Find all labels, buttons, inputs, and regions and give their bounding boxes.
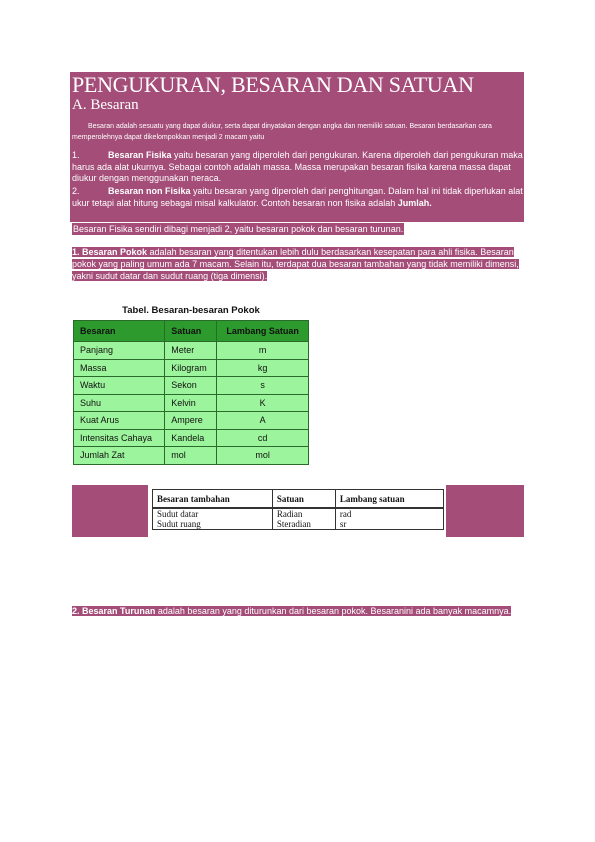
table-row: [74, 342, 309, 360]
table-cell: A: [217, 412, 309, 430]
table-cell: Waktu: [74, 377, 165, 395]
term-jumlah: Jumlah.: [397, 197, 432, 208]
table-cell: Suhu: [74, 394, 165, 412]
column-header-satuan: Satuan: [272, 490, 335, 509]
list-item-besaran-non-fisika: [72, 186, 524, 209]
table-row: [74, 394, 309, 412]
table-caption: Tabel. Besaran-besaran Pokok: [122, 305, 260, 316]
list-item-besaran-fisika: [72, 150, 524, 185]
table-cell: mol: [165, 447, 217, 465]
table-cell: Ampere: [165, 412, 217, 430]
table-cell: s: [217, 377, 309, 395]
table-cell: Sudut ruang: [153, 519, 273, 530]
table-cell: cd: [217, 429, 309, 447]
table-cell: Radian: [272, 508, 335, 519]
list-item-text: yaitu besaran yang diperoleh dari penghitungan. Dalam hal ini tidak diperlukan alat ukur tetapi alat hitung sebagai misal kalkulator. Contoh besaran non fisika adalah: [72, 186, 523, 208]
table-cell: Kilogram: [165, 359, 217, 377]
column-header-lambang-satuan: Lambang satuan: [335, 490, 443, 509]
table-cell: Meter: [165, 342, 217, 360]
table-cell: mol: [217, 447, 309, 465]
table-cell: kg: [217, 359, 309, 377]
definition-paragraph: Besaran adalah sesuatu yang dapat diukur, serta dapat dinyatakan dengan angka dan memiliki satuan. Besaran berdasarkan cara memperolehnya dapat dikelompokkan menjadi 2 macam yaitu: [72, 123, 492, 141]
table-cell: Steradian: [272, 519, 335, 530]
table-row: [74, 447, 309, 465]
besaran-pokok-text: adalah besaran yang ditentukan lebih dulu berdasarkan kesepatan para ahli fisika. Besaran pokok yang paling umum ada 7 macam. Selain itu, terdapat dua besaran tambahan yang tidak memiliki dimensi, yakni sudut datar dan sudut ruang (tiga dimensi).: [72, 247, 519, 281]
table-row: [74, 412, 309, 430]
list-number: 1.: [72, 150, 80, 160]
term-besaran-non-fisika: Besaran non Fisika: [108, 186, 191, 196]
table-cell: m: [217, 342, 309, 360]
table-cell: Kelvin: [165, 394, 217, 412]
table-header-row: [153, 490, 444, 509]
page-title: PENGUKURAN, BESARAN DAN SATUAN: [72, 72, 474, 97]
table-header-row: [74, 321, 309, 342]
column-header-satuan: Satuan: [165, 321, 217, 342]
column-header-besaran: Besaran: [74, 321, 165, 342]
besaran-pokok-table: [73, 320, 309, 465]
table-row: [74, 359, 309, 377]
list-number: 2.: [72, 186, 80, 196]
table-cell: Sekon: [165, 377, 217, 395]
table-row: [153, 519, 444, 530]
table-row: [74, 429, 309, 447]
section-heading-besaran: A. Besaran: [72, 97, 139, 113]
column-header-besaran-tambahan: Besaran tambahan: [153, 490, 273, 509]
column-header-lambang: Lambang Satuan: [217, 321, 309, 342]
besaran-pokok-paragraph: [72, 246, 524, 282]
list-item-text: yaitu besaran yang diperoleh dari pengukuran. Karena diperoleh dari pengukuran maka harus ada alat ukurnya. Sebagai contoh adalah massa. Massa merupakan besaran fisika karena massa dapat diukur dengan menggunakan neraca.: [72, 150, 523, 183]
table-cell: Kuat Arus: [74, 412, 165, 430]
table-cell: Kandela: [165, 429, 217, 447]
table-cell: rad: [335, 508, 443, 519]
table-cell: Massa: [74, 359, 165, 377]
table-row: [74, 377, 309, 395]
besaran-tambahan-table: [152, 489, 444, 530]
term-besaran-turunan: 2. Besaran Turunan: [72, 606, 156, 616]
table-cell: Jumlah Zat: [74, 447, 165, 465]
table-cell: sr: [335, 519, 443, 530]
besaran-turunan-paragraph: [72, 605, 524, 617]
term-besaran-fisika: Besaran Fisika: [108, 150, 172, 160]
summary-line: Besaran Fisika sendiri dibagi menjadi 2, yaitu besaran pokok dan besaran turunan.: [73, 224, 404, 234]
table-cell: Intensitas Cahaya: [74, 429, 165, 447]
besaran-turunan-text: adalah besaran yang diturunkan dari besaran pokok. Besaranini ada banyak macamnya.: [155, 606, 512, 616]
table-cell: K: [217, 394, 309, 412]
table-row: [153, 508, 444, 519]
term-besaran-pokok: 1. Besaran Pokok: [72, 247, 148, 257]
table-cell: Panjang: [74, 342, 165, 360]
table-cell: Sudut datar: [153, 508, 273, 519]
